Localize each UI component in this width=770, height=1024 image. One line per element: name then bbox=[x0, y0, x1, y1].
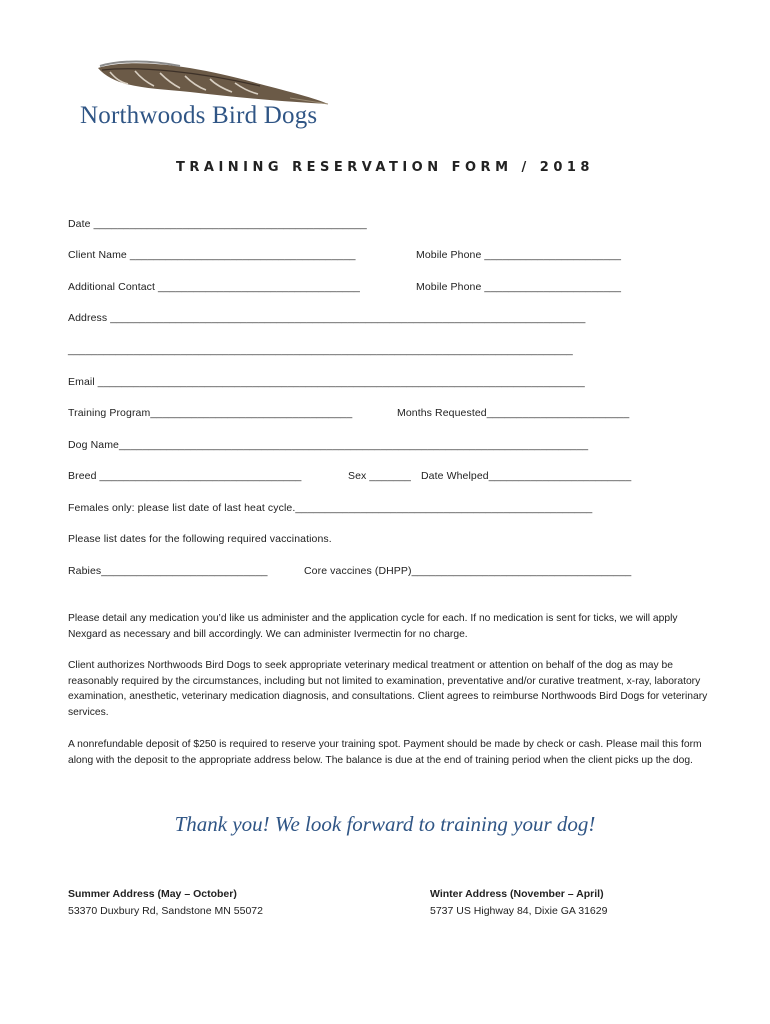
months-requested-field[interactable]: Months Requested________________________ bbox=[397, 407, 630, 419]
vaccinations-intro: Please list dates for the following required vaccinations. bbox=[68, 533, 332, 545]
winter-address-heading: Winter Address (November – April) bbox=[430, 888, 604, 900]
rabies-field[interactable]: Rabies____________________________ bbox=[68, 565, 268, 577]
heat-cycle-field[interactable]: Females only: please list date of last heat cycle.__________________________________________________ bbox=[68, 502, 593, 514]
thank-you-message: Thank you! We look forward to training your dog! bbox=[174, 812, 596, 836]
date-field[interactable]: Date ______________________________________________ bbox=[68, 218, 367, 230]
winter-address-block bbox=[430, 886, 607, 920]
training-program-field[interactable]: Training Program__________________________________ bbox=[68, 407, 353, 419]
deposit-paragraph: A nonrefundable deposit of $250 is required to reserve your training spot. Payment should be made by check or cash. Please mail this form along with the deposit to the appropriate address below. The balance is due at the end of training period when the client picks up the dog. bbox=[68, 739, 702, 766]
email-field[interactable]: Email __________________________________________________________________________________ bbox=[68, 376, 585, 388]
company-logo bbox=[80, 58, 350, 138]
additional-mobile-phone-field[interactable]: Mobile Phone _______________________ bbox=[416, 281, 622, 293]
medication-paragraph: Please detail any medication you’d like us administer and the application cycle for each. If no medication is sent for ticks, we will apply Nexgard as necessary and bill accordingly. We can administer Ivermectin for no charge. bbox=[68, 613, 678, 640]
summer-address: 53370 Duxbury Rd, Sandstone MN 55072 bbox=[68, 905, 263, 917]
address-field[interactable]: Address ________________________________________________________________________________ bbox=[68, 312, 586, 324]
address-line2-field[interactable]: _____________________________________________________________________________________ bbox=[68, 344, 573, 356]
dog-name-field[interactable]: Dog Name_______________________________________________________________________________ bbox=[68, 439, 589, 451]
mobile-phone-field[interactable]: Mobile Phone _______________________ bbox=[416, 249, 622, 261]
logo-text: Northwoods Bird Dogs bbox=[80, 102, 318, 129]
feather-icon bbox=[90, 58, 330, 106]
authorization-paragraph: Client authorizes Northwoods Bird Dogs to seek appropriate veterinary medical treatment or attention on behalf of the dog as may be reasonably required by the circumstances, including but not limited to examination, preventative and/or curative treatment, x-ray, laboratory examination, anesthetic, veterinary medication diagnosis, and consultations. Client agrees to reimburse Northwoods Bird Dogs for veterinary services. bbox=[68, 660, 708, 718]
date-whelped-field[interactable]: Date Whelped________________________ bbox=[421, 470, 632, 482]
core-vaccines-field[interactable]: Core vaccines (DHPP)_____________________________________ bbox=[304, 565, 632, 577]
client-name-field[interactable]: Client Name ______________________________________ bbox=[68, 249, 356, 261]
additional-contact-field[interactable]: Additional Contact __________________________________ bbox=[68, 281, 360, 293]
breed-field[interactable]: Breed __________________________________ bbox=[68, 470, 302, 482]
summer-address-heading: Summer Address (May – October) bbox=[68, 888, 237, 900]
summer-address-block bbox=[68, 886, 263, 920]
winter-address: 5737 US Highway 84, Dixie GA 31629 bbox=[430, 905, 608, 917]
page-title: TRAINING RESERVATION FORM / 2018 bbox=[176, 160, 594, 175]
sex-field[interactable]: Sex _______ bbox=[348, 470, 411, 482]
